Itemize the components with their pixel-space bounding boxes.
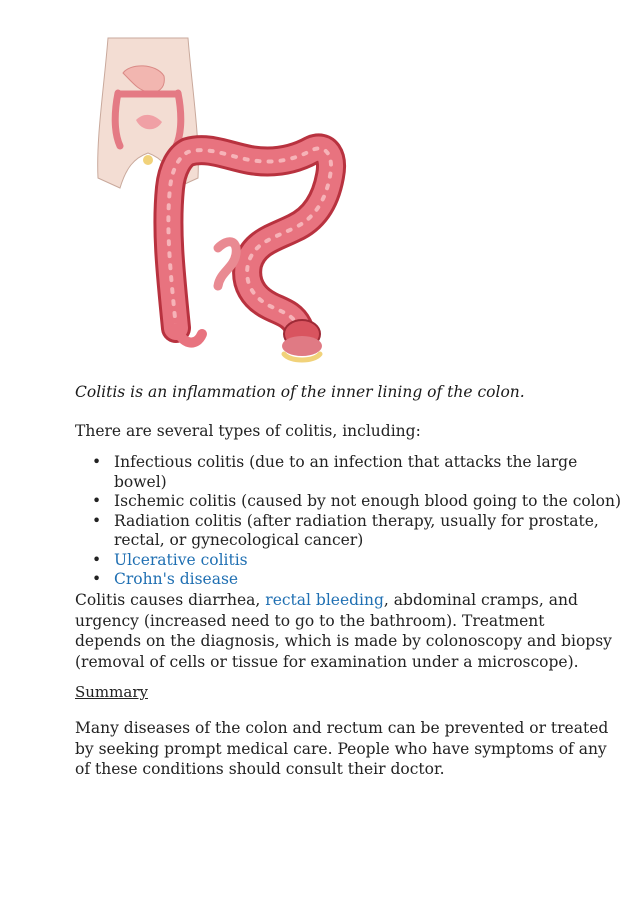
list-item [92,453,622,492]
colitis-symptoms-paragraph [75,590,615,672]
list-item [92,512,622,551]
rectal-bleeding-link[interactable]: rectal bleeding [265,591,384,609]
paragraph-text: , abdominal cramps, and urgency (increased need to go to the bathroom). Treatment depends on the diagnosis, which is made by colonoscopy and biopsy (removal of cells or tissue for examination under a microscope). [75,591,612,671]
intro-text: There are several types of colitis, including: [75,422,421,440]
summary-heading: Summary [75,683,148,701]
list-item-text: Infectious colitis (due to an infection that attacks the large bowel) [114,453,578,491]
list-item-text: Ischemic colitis (caused by not enough blood going to the colon) [114,492,622,510]
ulcerative-colitis-link[interactable]: Ulcerative colitis [114,550,248,569]
list-item-text: Radiation colitis (after radiation therapy, usually for prostate, rectal, or gynecological cancer) [114,511,599,549]
colon-illustration [78,28,418,368]
list-item [92,570,622,590]
colon-anatomy-image [78,28,418,368]
list-item [92,551,622,571]
crohns-disease-link[interactable]: Crohn's disease [114,570,239,588]
list-item [92,492,622,512]
summary-paragraph: Many diseases of the colon and rectum can be prevented or treated by seeking prompt medical care. People who have symptoms of any of these conditions should consult their doctor. [75,719,609,778]
paragraph-text: Colitis causes diarrhea, [75,591,266,609]
colitis-types-list [92,453,622,590]
figure-caption: Colitis is an inflammation of the inner lining of the colon. [75,383,525,401]
